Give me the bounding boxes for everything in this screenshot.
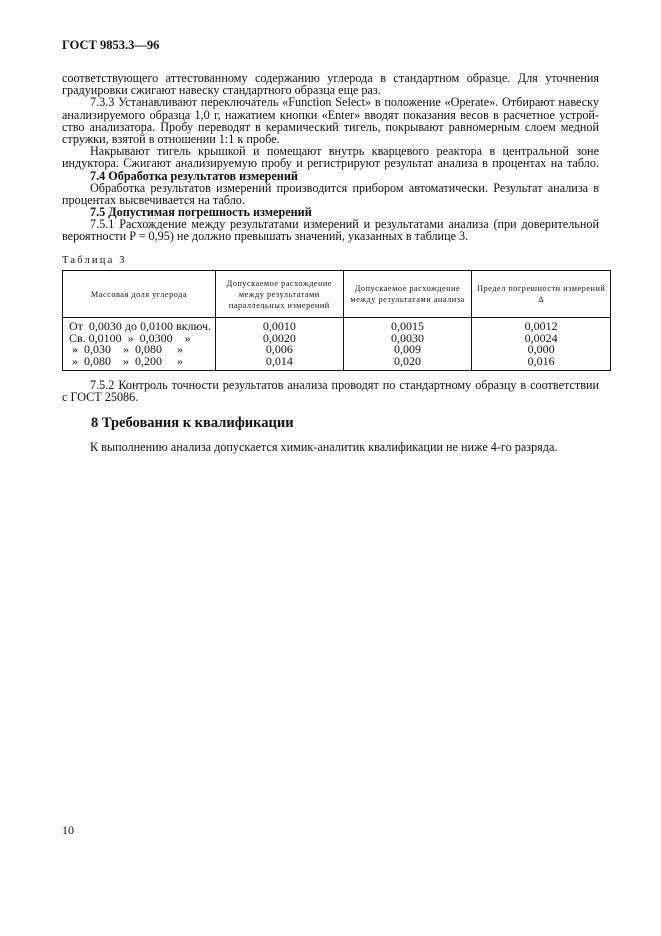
section-8-text [62, 441, 599, 453]
table-cell: 0,0020 [215, 333, 343, 345]
section-heading-7-4: 7.4 Обработка результатов измерений [90, 168, 298, 183]
text-line: 7.5.2 Контроль точности результатов анализа проводят по стандартному образцу в соответствии [90, 378, 599, 392]
section-heading-7-5: 7.5 Допустимая погрешность измерений [90, 205, 312, 220]
text-line: соответствующего аттестованному содержанию углерода в стандартном образце. Для уточнения [62, 71, 599, 85]
section-heading-8: 8 Требования к квалификации [91, 415, 294, 431]
text-line: Обработка результатов измерений производится прибором автоматически. Результат анализа в [90, 180, 599, 195]
column-header: Предел погрешности измерений Δ [472, 271, 611, 318]
text-line: К выполнению анализа допускается химик-аналитик квалификации не ниже 4-го разряда. [90, 440, 558, 454]
table-cell: От 0,0030 до 0,0100 включ. [63, 318, 216, 333]
table-header-row [63, 271, 611, 318]
table-cell: 0,000 [472, 344, 611, 356]
table-cell: 0,0010 [215, 318, 343, 333]
table-row [63, 356, 611, 371]
body-text [62, 72, 599, 243]
table-cell: 0,0012 [472, 318, 611, 333]
text-line: с ГОСТ 25086. [62, 390, 139, 405]
table-cell: 0,014 [215, 356, 343, 371]
column-header: Допускаемое расхождение между результатами параллельных измерений [215, 271, 343, 318]
table-cell: 0,0024 [472, 333, 611, 345]
body-text-after-table [62, 379, 599, 403]
text-line: 7.5.1 Расхождение между результатами измерений и результатами анализа (при доверительной [90, 217, 599, 232]
column-header: Допускаемое расхождение между результатами анализа [343, 271, 472, 318]
text-line: ство анализатора. Пробу переводят в керамический тигель, покрывают равномерным слоем медной [62, 119, 599, 134]
text-line: анализируемого образца 1,0 г, нажатием кнопки «Enter» вводят показания весов в расчетное устрой- [62, 107, 599, 122]
table-cell: 0,009 [343, 344, 472, 356]
table-cell: 0,016 [472, 356, 611, 371]
table-cell: 0,0015 [343, 318, 472, 333]
column-header: Массовая доля углерода [63, 271, 216, 318]
table-cell: » 0,080 » 0,200 » [63, 356, 216, 371]
page-number: 10 [62, 823, 74, 837]
table-caption: Таблица 3 [62, 255, 127, 266]
document-header: ГОСТ 9853.3—96 [62, 38, 160, 52]
table-cell: Св. 0,0100 » 0,0300 » [63, 333, 216, 345]
table-3 [62, 270, 611, 371]
text-line: Накрывают тигель крышкой и помещают внутрь кварцевого реактора в центральной зоне [90, 144, 599, 159]
text-line: стружки, взятой в отношении 1:1 к пробе. [62, 131, 280, 146]
text-line: вероятности P = 0,95) не должно превышать значений, указанных в таблице 3. [62, 229, 469, 244]
table-cell: 0,020 [343, 356, 472, 371]
text-line: процентах высвечивается на табло. [62, 192, 245, 207]
table-cell: 0,0030 [343, 333, 472, 345]
text-line: индуктора. Сжигают анализируемую пробу и регистрируют результат анализа в процентах на табло. [62, 156, 599, 171]
text-line: 7.3.3 Устанавливают переключатель «Function Select» в положение «Operate». Отбирают навеску [90, 95, 599, 110]
text-line: градуировки сжигают навеску стандартного образца еще раз. [62, 83, 381, 98]
table-cell: 0,006 [215, 344, 343, 356]
table-cell: » 0,030 » 0,080 » [63, 344, 216, 356]
